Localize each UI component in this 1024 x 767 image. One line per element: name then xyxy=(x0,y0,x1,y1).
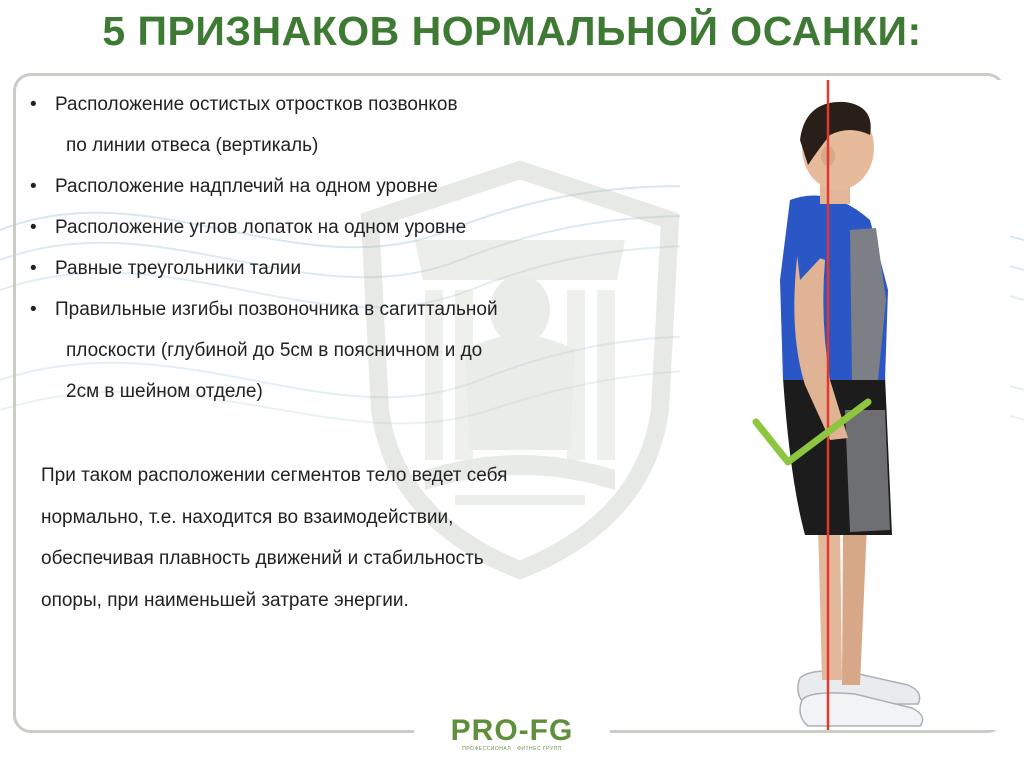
slide-title: 5 ПРИЗНАКОВ НОРМАЛЬНОЙ ОСАНКИ: xyxy=(102,8,922,54)
criteria-list xyxy=(30,84,630,412)
list-item: • Равные треугольники талии xyxy=(30,248,630,289)
pro-fg-logo: PRO-FG ПРОФЕССИОНАЛ · ФИТНЕС ГРУПП xyxy=(414,712,610,752)
list-item: • Правильные изгибы позвоночника в сагиттальной плоскости (глубиной до 5см в поясничном и до 2см в шейном отделе) xyxy=(30,289,630,412)
list-item: • Расположение остистых отростков позвонков по линии отвеса (вертикаль) xyxy=(30,84,630,166)
summary-paragraph: При таком расположении сегментов тело ведет себя нормально, т.е. находится во взаимодействии, обеспечивая плавность движений и стабильность опоры, при наименьшей затрате энергии. xyxy=(41,465,508,611)
posture-figure xyxy=(680,80,1010,730)
list-item: • Расположение надплечий на одном уровне xyxy=(30,166,630,207)
list-item: • Расположение углов лопаток на одном уровне xyxy=(30,207,630,248)
